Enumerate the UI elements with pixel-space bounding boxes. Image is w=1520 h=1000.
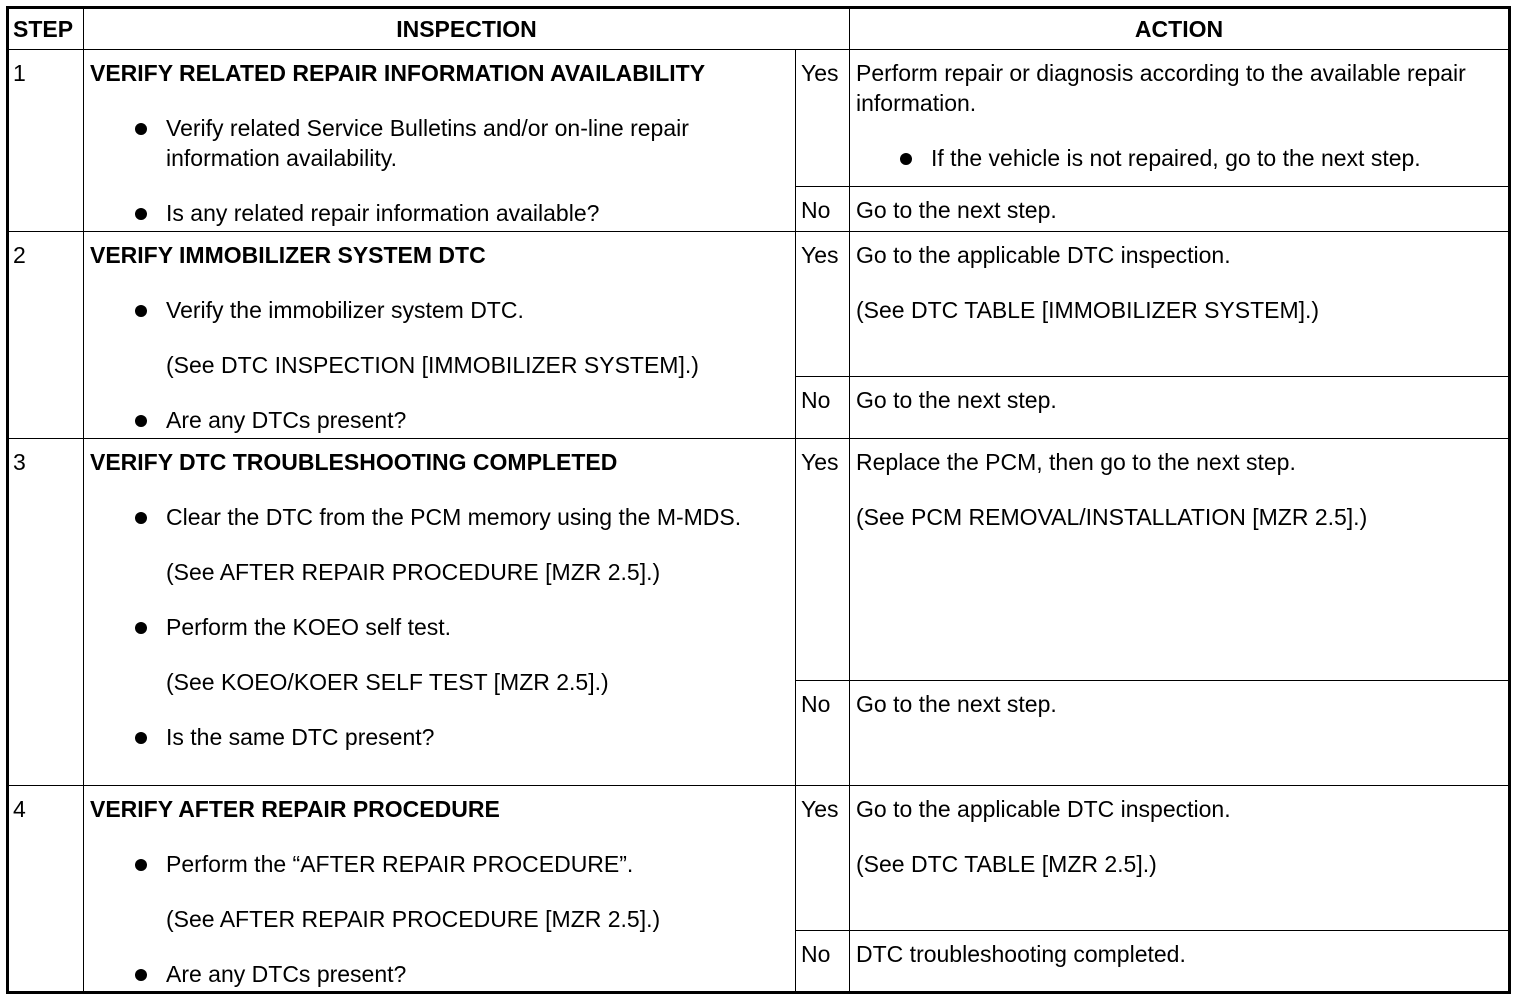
- step-number: 1: [8, 50, 84, 232]
- inspection-reference: (See AFTER REPAIR PROCEDURE [MZR 2.5].): [166, 559, 661, 585]
- action-reference: (See DTC TABLE [MZR 2.5].): [856, 851, 1157, 877]
- answer-no: No: [796, 187, 850, 232]
- inspection-bullet: Are any DTCs present?: [90, 405, 789, 435]
- inspection-reference: (See KOEO/KOER SELF TEST [MZR 2.5].): [166, 669, 609, 695]
- inspection-reference: (See DTC INSPECTION [IMMOBILIZER SYSTEM].): [166, 352, 699, 378]
- inspection-cell: [84, 50, 796, 232]
- answer-yes: Yes: [796, 50, 850, 187]
- inspection-bullet: Verify the immobilizer system DTC.: [90, 295, 789, 325]
- answer-no: No: [796, 681, 850, 786]
- step-number: 4: [8, 786, 84, 993]
- step-title: VERIFY IMMOBILIZER SYSTEM DTC: [90, 242, 486, 268]
- inspection-bullet: Is any related repair information available?: [90, 198, 789, 228]
- step-row-1: [8, 50, 1510, 187]
- inspection-reference: (See AFTER REPAIR PROCEDURE [MZR 2.5].): [166, 906, 661, 932]
- inspection-bullet: Perform the “AFTER REPAIR PROCEDURE”.: [90, 849, 789, 879]
- header-row: [8, 8, 1510, 50]
- action-no: DTC troubleshooting completed.: [850, 931, 1510, 993]
- inspection-bullet: Are any DTCs present?: [90, 959, 789, 989]
- step-title: VERIFY AFTER REPAIR PROCEDURE: [90, 796, 500, 822]
- inspection-bullet: Verify related Service Bulletins and/or on-line repair information availability.: [90, 113, 789, 173]
- action-reference: (See DTC TABLE [IMMOBILIZER SYSTEM].): [856, 297, 1320, 323]
- action-reference: (See PCM REMOVAL/INSTALLATION [MZR 2.5].): [856, 504, 1368, 530]
- step-title: VERIFY DTC TROUBLESHOOTING COMPLETED: [90, 449, 618, 475]
- step-number: 2: [8, 232, 84, 439]
- action-yes: [850, 232, 1510, 377]
- answer-no: No: [796, 931, 850, 993]
- action-text: Go to the applicable DTC inspection.: [856, 242, 1231, 268]
- action-no: Go to the next step.: [850, 187, 1510, 232]
- action-no: Go to the next step.: [850, 681, 1510, 786]
- inspection-bullet: Perform the KOEO self test.: [90, 612, 789, 642]
- action-yes: [850, 439, 1510, 681]
- inspection-bullet: Clear the DTC from the PCM memory using the M-MDS.: [90, 502, 789, 532]
- action-yes: [850, 786, 1510, 931]
- answer-yes: Yes: [796, 439, 850, 681]
- answer-yes: Yes: [796, 232, 850, 377]
- inspection-cell: [84, 786, 796, 993]
- step-row-4: [8, 786, 1510, 931]
- header-inspection: INSPECTION: [84, 8, 850, 50]
- action-yes: [850, 50, 1510, 187]
- step-title: VERIFY RELATED REPAIR INFORMATION AVAILABILITY: [90, 60, 706, 86]
- inspection-cell: [84, 439, 796, 786]
- action-text: Replace the PCM, then go to the next step.: [856, 449, 1296, 475]
- header-step: STEP: [8, 8, 84, 50]
- inspection-cell: [84, 232, 796, 439]
- action-text: Go to the applicable DTC inspection.: [856, 796, 1231, 822]
- step-row-3: [8, 439, 1510, 681]
- action-bullet: If the vehicle is not repaired, go to the next step.: [856, 143, 1502, 173]
- header-action: ACTION: [850, 8, 1510, 50]
- step-number: 3: [8, 439, 84, 786]
- answer-no: No: [796, 377, 850, 439]
- step-row-2: [8, 232, 1510, 377]
- action-text: Perform repair or diagnosis according to the available repair information.: [856, 60, 1466, 116]
- action-no: Go to the next step.: [850, 377, 1510, 439]
- inspection-bullet: Is the same DTC present?: [90, 722, 789, 752]
- troubleshooting-table: [6, 6, 1511, 994]
- answer-yes: Yes: [796, 786, 850, 931]
